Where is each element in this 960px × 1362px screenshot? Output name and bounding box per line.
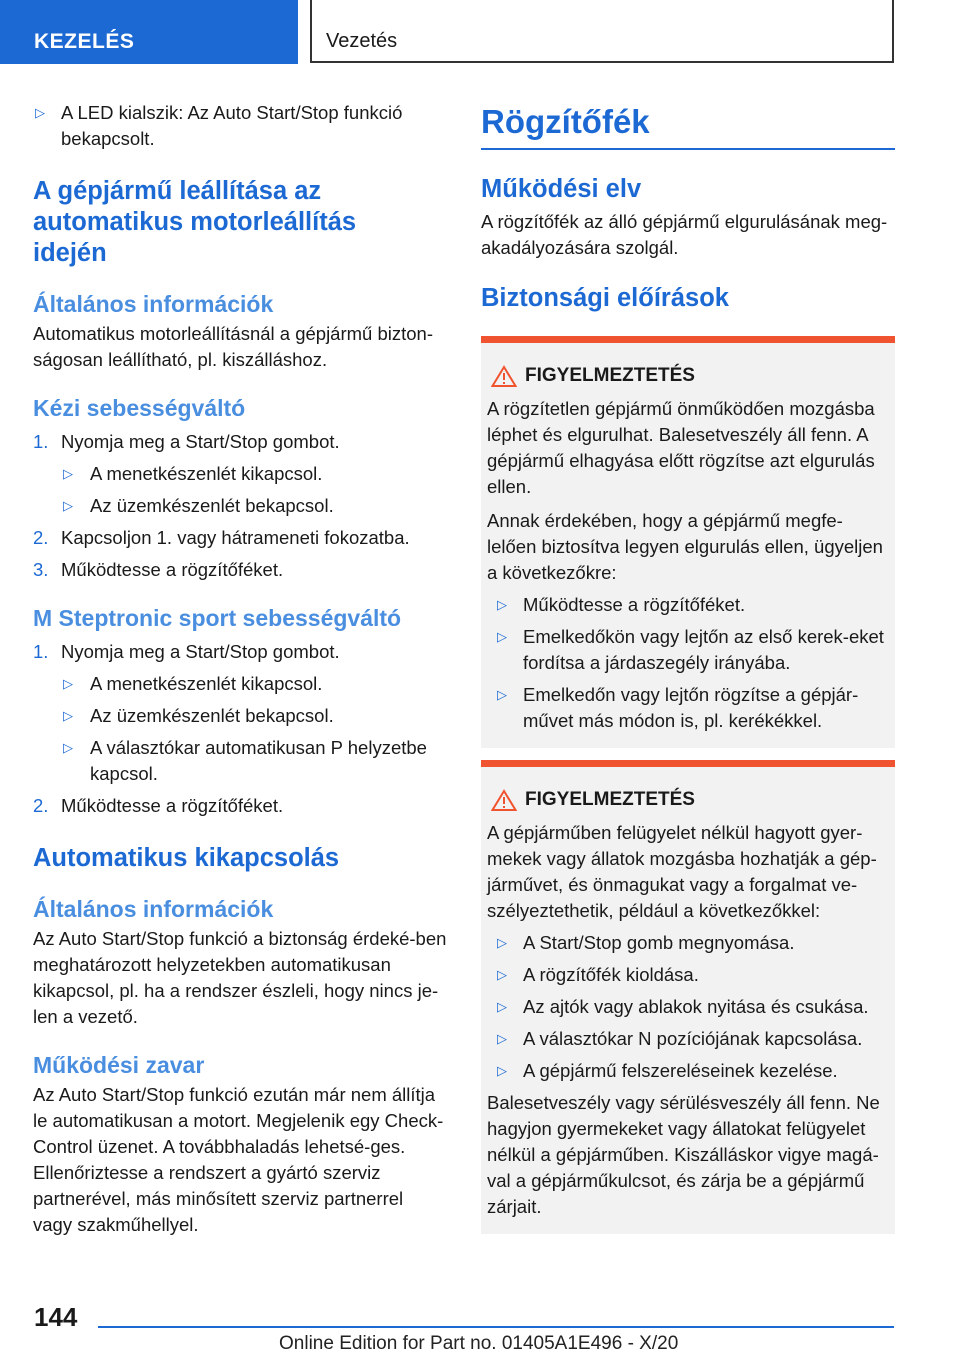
triangle-bullet-icon: ▷ xyxy=(497,935,507,950)
right-column xyxy=(481,102,895,1234)
page-title: Rögzítőfék xyxy=(481,103,650,140)
list-item: ▷ Az üzemkészenlét bekapcsol. xyxy=(33,703,447,729)
list-item: ▷ A LED kialszik: Az Auto Start/Stop funkció bekapcsolt. xyxy=(35,102,403,149)
list-item: ▷ A választókar automatikusan P helyzetbe kapcsol. xyxy=(63,737,427,784)
paragraph: Az Auto Start/Stop funkció a biztonság érdeké-ben meghatározott helyzetekben automatikusan kikapcsol, pl. ha a rendszer észleli, hogy nincs je-len a vezető. xyxy=(33,928,447,1027)
subsection-heading: M Steptronic sport sebességváltó xyxy=(33,605,402,631)
subsection-heading: Általános információk xyxy=(33,291,274,317)
triangle-bullet-icon: ▷ xyxy=(497,687,507,702)
list-item: ▷ Az ajtók vagy ablakok nyitása és csukása. xyxy=(487,994,887,1020)
list-item: ▷ Emelkedőkön vagy lejtőn az első kerek-eket fordítsa a járdaszegély irányába. xyxy=(497,626,884,673)
triangle-bullet-icon: ▷ xyxy=(497,1031,507,1046)
title-rule xyxy=(481,148,895,150)
warning-bar xyxy=(481,760,895,767)
edition-note: Online Edition for Part no. 01405A1E496 - X/20 xyxy=(279,1333,679,1354)
list-item: ▷ A rögzítőfék kioldása. xyxy=(487,962,887,988)
paragraph: Az Auto Start/Stop funkció ezután már nem állítja le automatikusan a motort. Megjelenik egy Check-Control üzenet. A továbbhaladás lehetsé-ges. Ellenőriztesse a rendszert a gyártó szerviz partnerével, más minősített szerviz partnerrel vagy szakműhellyel. xyxy=(33,1084,444,1235)
left-column xyxy=(33,100,447,1238)
warning-title: FIGYELMEZTETÉS xyxy=(487,364,887,388)
triangle-bullet-icon: ▷ xyxy=(63,740,73,755)
warning-box xyxy=(481,336,895,748)
triangle-bullet-icon: ▷ xyxy=(63,466,73,481)
triangle-bullet-icon: ▷ xyxy=(497,629,507,644)
chapter-tab xyxy=(310,0,894,63)
list-item: 1. Nyomja meg a Start/Stop gombot. xyxy=(33,641,340,662)
list-item: ▷ Emelkedőn vagy lejtőn rögzítse a gépjár-művet más módon is, pl. kerékékkel. xyxy=(497,684,859,731)
triangle-bullet-icon: ▷ xyxy=(35,105,45,120)
subsection-heading: Kézi sebességváltó xyxy=(33,395,246,421)
warning-triangle-icon xyxy=(491,789,517,811)
section-heading: Biztonsági előírások xyxy=(481,284,729,312)
section-tab xyxy=(0,0,298,64)
list-item: 1. Nyomja meg a Start/Stop gombot. xyxy=(33,431,340,452)
subsection-heading: Működési zavar xyxy=(33,1052,205,1078)
triangle-bullet-icon: ▷ xyxy=(497,967,507,982)
section-heading: Automatikus kikapcsolás xyxy=(33,844,340,872)
warning-text: Annak érdekében, hogy a gépjármű megfe-lelően biztosítva legyen elgurulás ellen, ügyeljen a következőkre: xyxy=(487,510,883,583)
triangle-bullet-icon: ▷ xyxy=(63,676,73,691)
section-title: KEZELÉS xyxy=(34,30,135,53)
section-heading: Működési elv xyxy=(481,175,642,203)
footer-rule xyxy=(98,1326,894,1328)
chapter-title: Vezetés xyxy=(326,30,398,52)
list-item: ▷ A menetkészenlét kikapcsol. xyxy=(33,671,447,697)
list-item: ▷ A Start/Stop gomb megnyomása. xyxy=(487,930,887,956)
list-item: ▷ Működtesse a rögzítőféket. xyxy=(487,592,887,618)
warning-title: FIGYELMEZTETÉS xyxy=(487,788,887,812)
triangle-bullet-icon: ▷ xyxy=(497,1063,507,1078)
warning-text: A gépjárműben felügyelet nélkül hagyott gyer-mekek vagy állatok mozgásba hozhatják a gép-járművet, és önmagukat vagy a forgalmat ve-szélyeztethetik, például a következőkkel: xyxy=(487,822,877,921)
warning-bar xyxy=(481,336,895,343)
warning-box xyxy=(481,760,895,1234)
triangle-bullet-icon: ▷ xyxy=(63,498,73,513)
list-item: ▷ Az üzemkészenlét bekapcsol. xyxy=(33,493,447,519)
warning-text: Balesetveszély vagy sérülésveszély áll fenn. Ne hagyjon gyermekeket vagy állatokat felügyelet nélkül a gépjárműben. Kiszálláskor vigye magá-val a gépjárműkulcsot, és zárja be a gépjármű zárjait. xyxy=(487,1092,880,1217)
triangle-bullet-icon: ▷ xyxy=(497,999,507,1014)
warning-triangle-icon xyxy=(491,365,517,387)
section-heading: A gépjármű leállítása az automatikus motorleállítás idején xyxy=(33,177,357,267)
list-item: 2. Működtesse a rögzítőféket. xyxy=(33,795,284,816)
paragraph: Automatikus motorleállításnál a gépjármű bizton-ságosan leállítható, pl. kiszálláshoz. xyxy=(33,323,433,370)
list-item: 3. Működtesse a rögzítőféket. xyxy=(33,559,284,580)
page-number: 144 xyxy=(34,1302,78,1332)
list-item: ▷ A menetkészenlét kikapcsol. xyxy=(33,461,447,487)
subsection-heading: Általános információk xyxy=(33,896,274,922)
list-item: 2. Kapcsoljon 1. vagy hátrameneti fokozatba. xyxy=(33,527,410,548)
paragraph: A rögzítőfék az álló gépjármű elgurulásának meg-akadályozására szolgál. xyxy=(481,211,888,258)
list-item: ▷ A választókar N pozíciójának kapcsolása. xyxy=(487,1026,887,1052)
list-item: ▷ A gépjármű felszereléseinek kezelése. xyxy=(487,1058,887,1084)
triangle-bullet-icon: ▷ xyxy=(497,597,507,612)
triangle-bullet-icon: ▷ xyxy=(63,708,73,723)
warning-text: A rögzítetlen gépjármű önműködően mozgásba léphet és elgurulhat. Balesetveszély áll fenn. A gépjármű elhagyása előtt rögzítse azt elgurulás ellen. xyxy=(487,398,875,497)
